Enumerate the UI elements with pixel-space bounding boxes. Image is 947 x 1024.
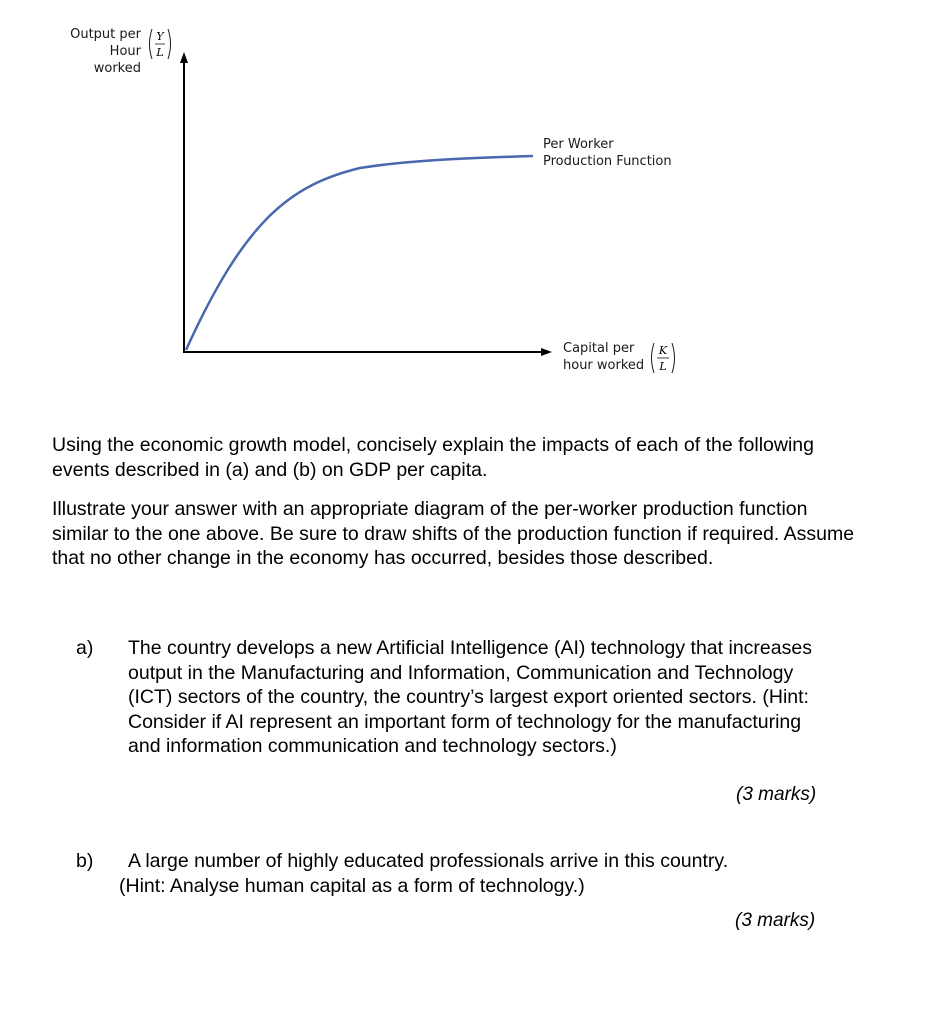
instructions-paragraph: Illustrate your answer with an appropriate diagram of the per-worker production function similar to the one above. Be sure to draw shifts of the production function if required. Assume that no other change in the economy has occurred, besides those described. (52, 498, 855, 569)
y-axis-arrowhead (180, 52, 188, 63)
curve-label-line1: Per Worker (543, 137, 614, 152)
question-b-marks: (3 marks) (735, 910, 816, 931)
question-b-hint: (Hint: Analyse human capital as a form of technology.) (119, 875, 585, 897)
y-fraction-denominator: L (156, 46, 164, 59)
x-fraction-denominator: L (659, 360, 667, 373)
x-axis-fraction (648, 340, 678, 376)
y-axis-label-line2: Hour worked (93, 44, 141, 76)
question-b-label: b) (76, 850, 94, 872)
curve-label-line2: Production Function (543, 154, 672, 169)
y-axis-label (59, 26, 141, 77)
curve-label (543, 136, 672, 170)
production-function-curve (186, 156, 533, 350)
x-axis-label-line1: Capital per (563, 341, 635, 356)
y-axis-fraction (146, 26, 174, 62)
question-a-marks: (3 marks) (736, 784, 817, 805)
x-axis-label (563, 340, 644, 374)
y-axis-label-line1: Output per (70, 27, 141, 42)
x-axis-label-line2: hour worked (563, 358, 645, 373)
y-fraction-numerator: Y (156, 30, 164, 43)
question-a-label: a) (76, 637, 94, 659)
question-a-text: The country develops a new Artificial Intelligence (AI) technology that increases output in the Manufacturing and Information, Communication and Technology (ICT) sectors of the country, the country’s largest export oriented sectors. (Hint: Consider if AI represent an important form of technology for the manufacturing and information communication and technology sectors.) (128, 637, 812, 757)
x-axis-arrowhead (541, 348, 552, 356)
question-b-text: A large number of highly educated professionals arrive in this country. (128, 850, 729, 872)
x-fraction-numerator: K (658, 344, 668, 357)
intro-paragraph: Using the economic growth model, concisely explain the impacts of each of the following events described in (a) and (b) on GDP per capita. (52, 434, 814, 481)
production-function-diagram (0, 0, 947, 400)
